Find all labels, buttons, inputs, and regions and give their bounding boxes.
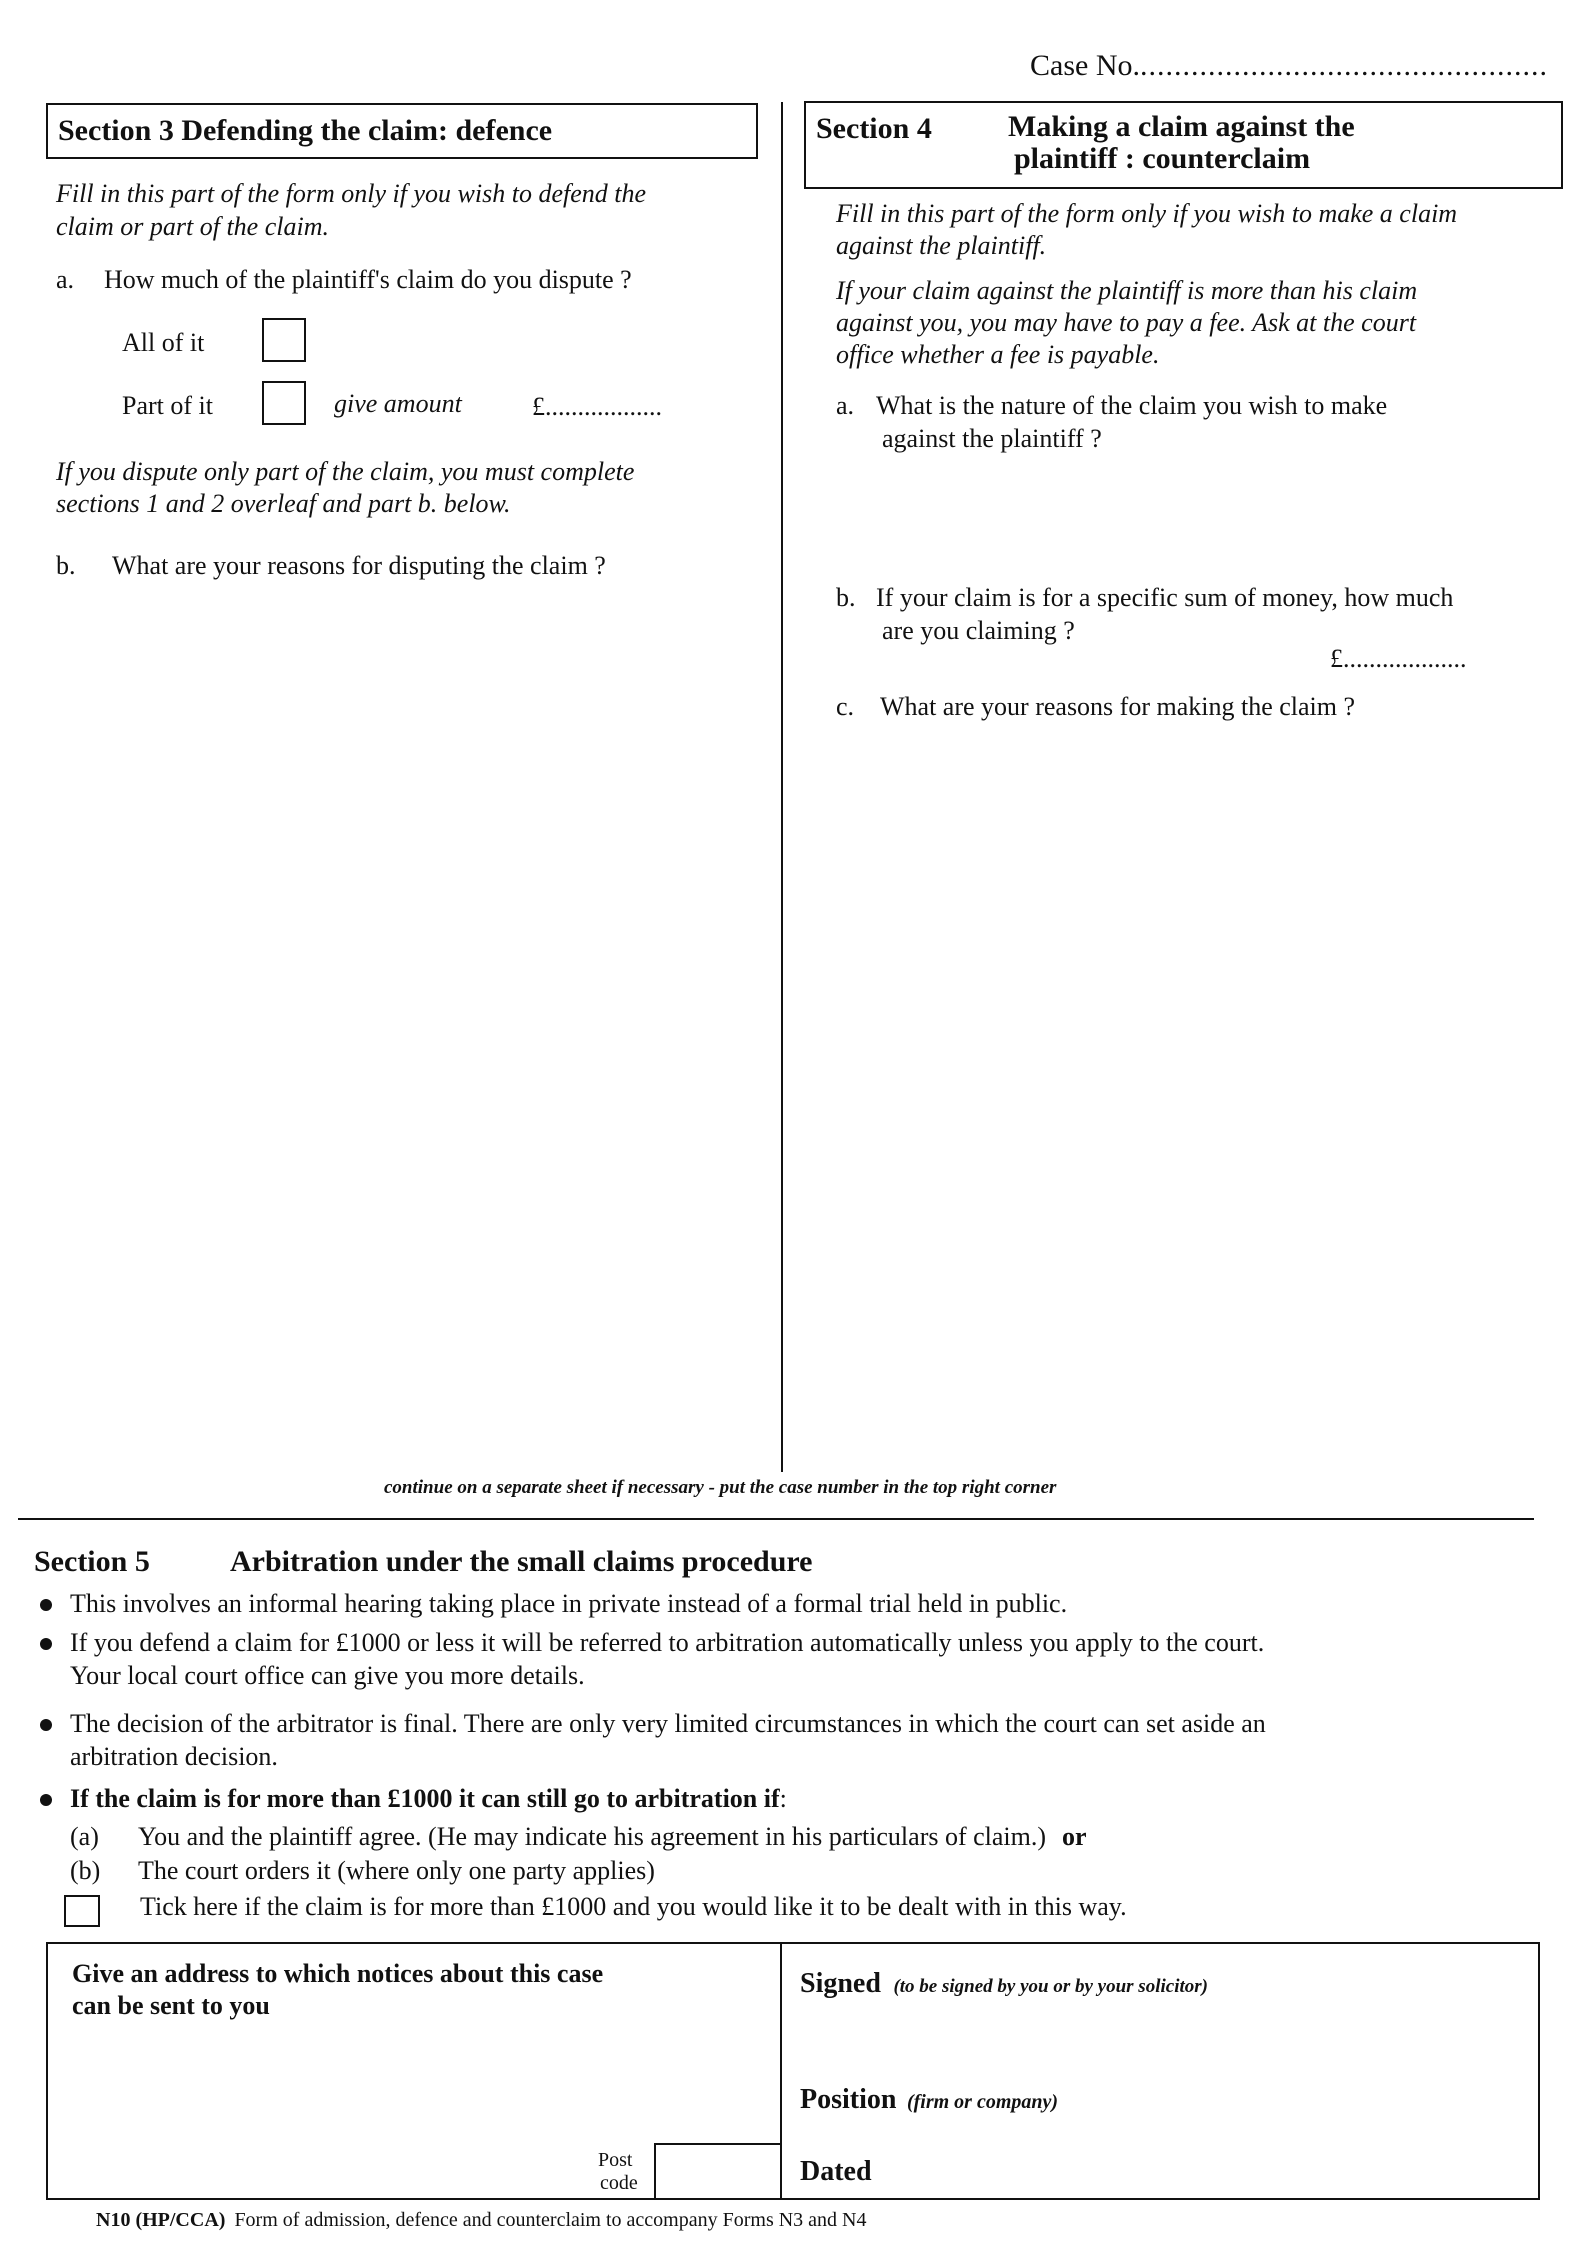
column-divider xyxy=(781,102,783,1472)
section3-qa-text: How much of the plaintiff's claim do you dispute ? xyxy=(104,265,632,294)
bullet-3 xyxy=(40,1719,52,1731)
section4-title-box xyxy=(804,101,1563,189)
postcode-label-1: Post xyxy=(598,2149,633,2171)
postcode-label-2: code xyxy=(600,2172,638,2194)
section4-qa-line2: against the plaintiff ? xyxy=(882,424,1102,453)
section4-fee-1: If your claim against the plaintiff is more than his claim xyxy=(836,276,1418,305)
dated-label: Dated xyxy=(800,2156,872,2187)
all-of-it-label: All of it xyxy=(122,328,205,357)
section5-bullet4-bold: If the claim is for more than £1000 it can still go to arbitration if xyxy=(70,1784,780,1813)
section4-qb-letter: b. xyxy=(836,583,856,612)
item-a-text: You and the plaintiff agree. (He may indicate his agreement in his particulars of claim.) xyxy=(138,1822,1047,1851)
section4-reasons-area[interactable] xyxy=(836,735,1556,1455)
continue-note: continue on a separate sheet if necessary - put the case number in the top right corner xyxy=(384,1477,1057,1498)
bullet-2 xyxy=(40,1638,52,1650)
section5-bullet2-line2: Your local court office can give you more details. xyxy=(70,1661,585,1690)
section4-title-num: Section 4 xyxy=(816,112,932,145)
item-a-letter: (a) xyxy=(70,1822,99,1851)
item-a xyxy=(138,1821,1087,1853)
section5-bullet2-line1: If you defend a claim for £1000 or less it will be referred to arbitration automatically unless you apply to the court. xyxy=(70,1628,1265,1657)
footer xyxy=(96,2208,867,2232)
section4-nature-area[interactable] xyxy=(836,460,1556,580)
signature-field[interactable] xyxy=(800,2010,1520,2078)
part-of-it-label: Part of it xyxy=(122,391,213,420)
footer-form-code: N10 (HP/CCA) xyxy=(96,2209,226,2231)
footer-form-desc: Form of admission, defence and counterclaim to accompany Forms N3 and N4 xyxy=(234,2209,867,2231)
section4-intro-1: Fill in this part of the form only if you wish to make a claim xyxy=(836,199,1458,228)
bullet-4 xyxy=(40,1794,52,1806)
all-of-it-checkbox[interactable] xyxy=(262,318,306,362)
dated-field[interactable] xyxy=(900,2150,1520,2190)
section5-bullet1: This involves an informal hearing taking place in private instead of a formal trial held in public. xyxy=(70,1589,1068,1618)
item-a-or: or xyxy=(1062,1822,1087,1851)
case-no-label: Case No. xyxy=(1030,49,1140,82)
section4-qa-letter: a. xyxy=(836,391,855,420)
item-b-text: The court orders it (where only one party applies) xyxy=(138,1856,655,1885)
address-field[interactable] xyxy=(60,2030,760,2140)
postcode-field[interactable] xyxy=(654,2143,782,2200)
section4-amount-field[interactable]: £................... xyxy=(1330,644,1467,673)
part-of-it-checkbox[interactable] xyxy=(262,381,306,425)
section4-qb-line1: If your claim is for a specific sum of money, how much xyxy=(876,583,1454,612)
address-title-2: can be sent to you xyxy=(72,1991,270,2020)
section3-reasons-area[interactable] xyxy=(56,595,756,1455)
section5-title-text: Arbitration under the small claims procedure xyxy=(230,1545,813,1578)
section3-intro-1: Fill in this part of the form only if you wish to defend the xyxy=(56,179,647,208)
section3-intro-2: claim or part of the claim. xyxy=(56,212,329,241)
give-amount-label: give amount xyxy=(334,389,462,418)
section4-fee-3: office whether a fee is payable. xyxy=(836,340,1160,369)
address-title-1: Give an address to which notices about this case xyxy=(72,1959,604,1988)
section4-title-line1: Making a claim against the xyxy=(1008,110,1355,143)
section5-bullet4 xyxy=(70,1783,787,1815)
position-row xyxy=(800,2084,1058,2118)
section3-title: Section 3 Defending the claim: defence xyxy=(58,114,553,147)
signed-note: (to be signed by you or by your solicitor) xyxy=(893,1976,1208,1997)
position-note: (firm or company) xyxy=(906,2091,1059,2113)
arbitration-tick-checkbox[interactable] xyxy=(64,1895,100,1927)
section5-bullet3-line1: The decision of the arbitrator is final. There are only very limited circumstances in which the court can set aside an xyxy=(70,1709,1266,1738)
section4-title-line2: plaintiff : counterclaim xyxy=(1014,142,1311,175)
section5-title-num: Section 5 xyxy=(34,1545,150,1578)
section3-amount-field[interactable]: £.................. xyxy=(532,392,662,421)
section3-title-box xyxy=(46,103,758,159)
section4-qc-text: What are your reasons for making the claim ? xyxy=(880,692,1356,721)
section4-intro-2: against the plaintiff. xyxy=(836,231,1047,260)
tick-text: Tick here if the claim is for more than £1000 and you would like it to be dealt with in this way. xyxy=(140,1892,1127,1921)
position-label: Position xyxy=(800,2084,897,2115)
bullet-1 xyxy=(40,1599,52,1611)
section3-qa-letter: a. xyxy=(56,265,75,294)
section5-bullet3-line2: arbitration decision. xyxy=(70,1742,278,1771)
section5-divider xyxy=(18,1518,1534,1520)
section4-qb-line2: are you claiming ? xyxy=(882,616,1075,645)
item-b-letter: (b) xyxy=(70,1856,101,1885)
section3-qb-letter: b. xyxy=(56,551,76,580)
section3-qb-text: What are your reasons for disputing the claim ? xyxy=(112,551,606,580)
signed-row xyxy=(800,1968,1208,2003)
section3-note-1: If you dispute only part of the claim, you must complete xyxy=(56,457,635,486)
case-no-field[interactable]: ................................................ xyxy=(1139,49,1548,82)
signed-label: Signed xyxy=(800,1968,881,1999)
section4-fee-2: against you, you may have to pay a fee. Ask at the court xyxy=(836,308,1417,337)
section4-qa-line1: What is the nature of the claim you wish to make xyxy=(876,391,1388,420)
section5-bullet4-colon: : xyxy=(779,1784,787,1813)
section3-note-2: sections 1 and 2 overleaf and part b. below. xyxy=(56,489,511,518)
case-no xyxy=(1030,50,1548,82)
section4-qc-letter: c. xyxy=(836,692,855,721)
